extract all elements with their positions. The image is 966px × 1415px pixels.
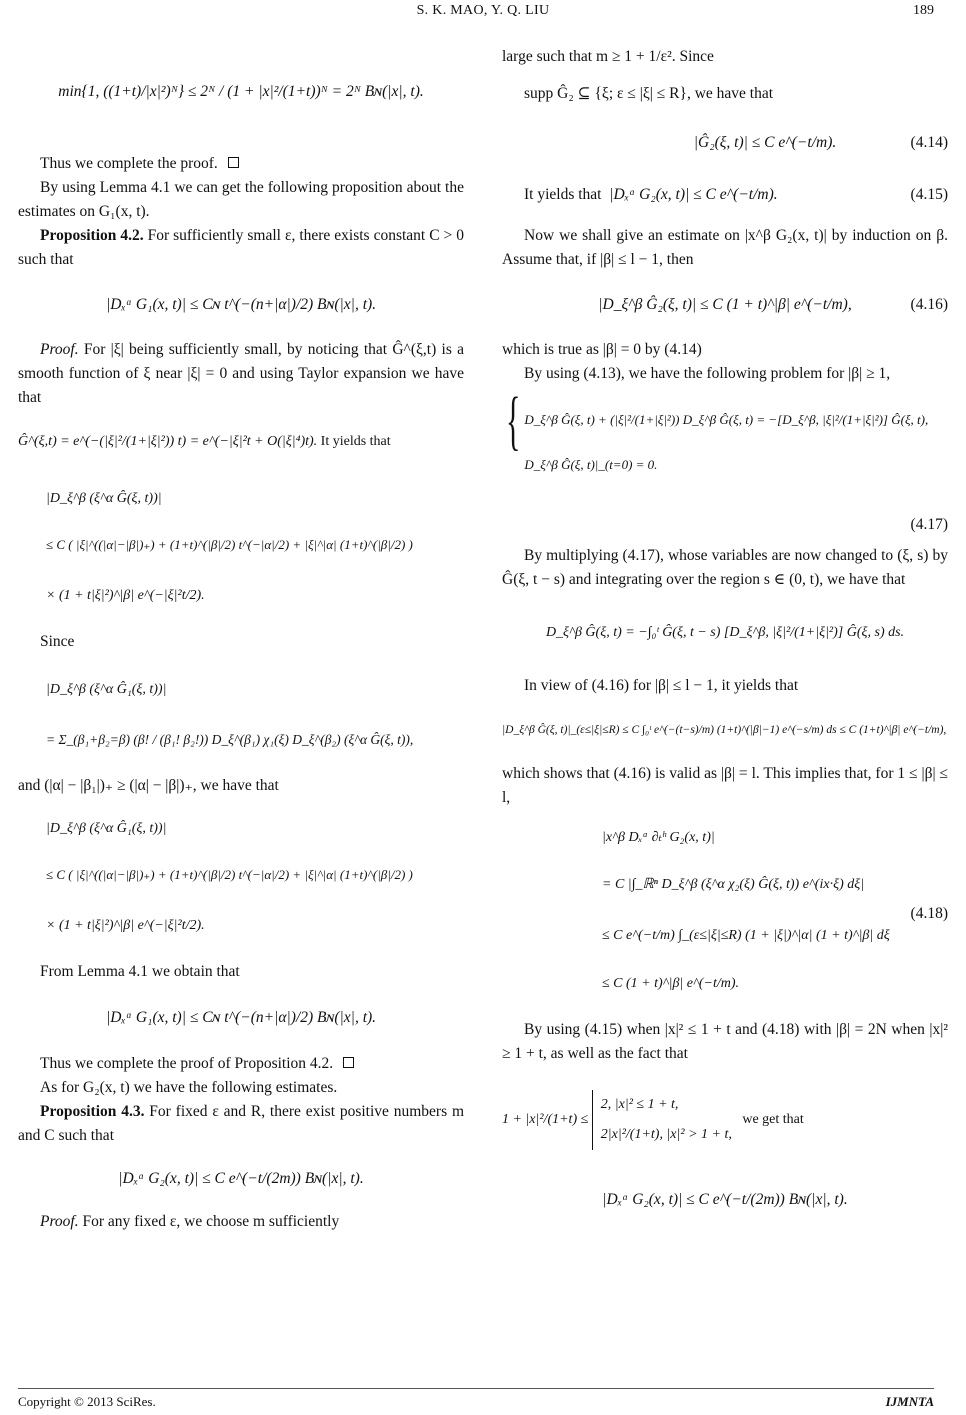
header-authors: S. K. MAO, Y. Q. LIU: [416, 3, 550, 18]
equation-number-4-18: (4.18): [910, 905, 948, 922]
equation-4-15: It yields that |Dₓᵅ G₂(x, t)| ≤ C e^(−t/m). (4.15): [502, 172, 948, 218]
equation-induction-estimate: |D_ξ^β Ĝ(ξ, t)|_(ε≤|ξ|≤R) ≤ C ∫₀ᵗ e^(−(t−s)/m) (1+t)^(|β|−1) e^(−s/m) ds ≤ C (1+t)^|β| e^(−t/m),: [502, 724, 947, 736]
equation-taylor: Ĝ^(ξ,t) = e^(−(|ξ|²/(1+|ξ|²)) t) = e^(−|ξ|²t + O(|ξ|⁴)t). It yields that: [18, 434, 391, 449]
proof-4-3-paragraph: Proof. For any fixed ε, we choose m sufficiently: [40, 1213, 340, 1230]
equation-leibniz: |D_ξ^β (ξ^α Ĝ₁(ξ, t))| = Σ_(β₁+β₂=β) (β! / (β₁! β₂!)) D_ξ^(β₁) χ₁(ξ) D_ξ^(β₂) (ξ^α Ĝ(ξ, t)),: [46, 682, 414, 747]
header-page-number: 189: [913, 3, 934, 18]
true-as-text: which is true as |β| = 0 by (4.14): [502, 341, 702, 358]
equation-4-14: |Ĝ₂(ξ, t)| ≤ C e^(−t/m). (4.14): [502, 120, 948, 166]
equation-number-4-14: (4.14): [910, 134, 948, 151]
equation-final: |Dₓᵅ G₂(x, t)| ≤ C e^(−t/(2m)) Bɴ(|x|, t).: [602, 1191, 848, 1208]
right-column: [502, 40, 948, 1232]
induction-text: Now we shall give an estimate on |x^β G₂(x, t)| by induction on β. Assume that, if |β| ≤ l − 1, then: [502, 227, 948, 268]
equation-number-4-16: (4.16): [910, 296, 948, 313]
equation-estimate-2: |D_ξ^β (ξ^α Ĝ₁(ξ, t))| ≤ C ( |ξ|^((|α|−|β|)₊) + (1+t)^(|β|/2) t^(−|α|/2) + |ξ|^|α| (1+t)^(|β|/2) ) × (1 + t|ξ|²)^|β| e^(−|ξ|²t/2).: [46, 821, 413, 933]
in-view-text: In view of (4.16) for |β| ≤ l − 1, it yields that: [524, 677, 799, 694]
proposition-4-2: Proposition 4.2. For sufficiently small ε, there exists constant C > 0 such that: [18, 227, 465, 268]
equation-prop-4-2: |Dₓᵅ G₁(x, t)| ≤ Cɴ t^(−(n+|α|)/2) Bɴ(|x|, t).: [105, 296, 377, 313]
running-header: [0, 0, 966, 22]
using-4-13-text: By using (4.13), we have the following problem for |β| ≥ 1,: [524, 365, 891, 382]
qed-square-icon: [228, 157, 239, 168]
cases-brace: 2, |x|² ≤ 1 + t, 2|x|²/(1+t), |x|² > 1 + t,: [592, 1090, 732, 1150]
equation-system-4-17: { D_ξ^β Ĝ(ξ, t) + (|ξ|²/(1+|ξ|²)) D_ξ^β Ĝ(ξ, t) = −[D_ξ^β, |ξ|²/(1+|ξ|²)] Ĝ(ξ, t), D_ξ^β Ĝ(ξ, t)|_(t=0) = 0.: [506, 384, 929, 472]
equation-4-16: |D_ξ^β Ĝ₂(ξ, t)| ≤ C (1 + t)^|β| e^(−t/m), (4.16): [502, 278, 948, 332]
large-such-that-text: large such that m ≥ 1 + 1/ε². Since: [502, 48, 714, 65]
using-4-15-text: By using (4.15) when |x|² ≤ 1 + t and (4.18) with |β| = 2N when |x|² ≥ 1 + t, as well as the fact that: [502, 1021, 948, 1062]
footer-rule: [18, 1388, 934, 1389]
paragraph-intro-prop-4-2: By using Lemma 4.1 we can get the following proposition about the estimates on G₁(x, t).: [18, 179, 464, 220]
equation-estimate-1: |D_ξ^β (ξ^α Ĝ(ξ, t))| ≤ C ( |ξ|^((|α|−|β|)₊) + (1+t)^(|β|/2) t^(−|α|/2) + |ξ|^|α| (1+t)^(|β|/2) ) × (1 + t|ξ|²)^|β| e^(−|ξ|²t/2).: [46, 491, 413, 603]
qed-text-1: Thus we complete the proof.: [18, 152, 464, 176]
equation-lemma: |Dₓᵅ G₁(x, t)| ≤ Cɴ t^(−(n+|α|)/2) Bɴ(|x|, t).: [105, 1009, 377, 1026]
qed-square-icon: [343, 1057, 354, 1068]
left-column: [18, 40, 464, 1234]
footer-copyright: Copyright © 2013 SciRes.: [18, 1394, 156, 1409]
multiplying-text: By multiplying (4.17), whose variables are now changed to (ξ, s) by Ĝ(ξ, t − s) and integrating over the region s ∈ (0, t), we have that: [502, 547, 948, 588]
equation-number-4-15: (4.15): [910, 186, 948, 203]
shows-text: which shows that (4.16) is valid as |β| = l. This implies that, for 1 ≤ |β| ≤ l,: [502, 765, 948, 806]
since-text: Since: [40, 633, 75, 650]
page-footer: [0, 1394, 966, 1414]
equation-cases: 1 + |x|²/(1+t) ≤ 2, |x|² ≤ 1 + t, 2|x|²/(1+t), |x|² > 1 + t, we get that: [502, 1072, 948, 1168]
qed-text-2: Thus we complete the proof of Proposition 4.2.: [18, 1052, 464, 1076]
proof-4-2-paragraph: Proof. For |ξ| being sufficiently small, by noticing that Ĝ^(ξ,t) is a smooth function of ξ near |ξ| = 0 and using Taylor expansion we have that: [18, 341, 464, 406]
footer-journal: IJMNTA: [885, 1394, 934, 1409]
lemma-text: From Lemma 4.1 we obtain that: [40, 963, 240, 980]
equation-min-bound: min{1, ((1+t)/|x|²)ᴺ} ≤ 2ᴺ / (1 + |x|²/(1+t))ᴺ = 2ᴺ Bɴ(|x|, t).: [58, 83, 424, 100]
and-text: and (|α| − |β₁|)₊ ≥ (|α| − |β|)₊, we have that: [18, 777, 279, 794]
support-text: supp Ĝ₂ ⊆ {ξ; ε ≤ |ξ| ≤ R}, we have that: [524, 85, 774, 102]
equation-duhamel: D_ξ^β Ĝ(ξ, t) = −∫₀ᵗ Ĝ(ξ, t − s) [D_ξ^β, |ξ|²/(1+|ξ|²)] Ĝ(ξ, s) ds.: [545, 625, 905, 640]
proposition-4-3: Proposition 4.3. For fixed ε and R, there exist positive numbers m and C such that: [18, 1103, 465, 1144]
equation-prop-4-3: |Dₓᵅ G₂(x, t)| ≤ C e^(−t/(2m)) Bɴ(|x|, t).: [118, 1170, 364, 1187]
equation-4-18: |x^β Dₓᵅ ∂ₜʰ G₂(x, t)| = C |∫_ℝⁿ D_ξ^β (ξ^α χ₂(ξ) Ĝ(ξ, t)) e^(ix·ξ) dξ| ≤ C e^(−t/m) ∫_(ε≤|ξ|≤R) (1 + |ξ|)^|α| (1 + t)^|β| dξ ≤ C (1 + t)^|β| e^(−t/m). (4.18): [602, 830, 948, 991]
as-for-text: As for G₂(x, t) we have the following estimates.: [40, 1079, 338, 1096]
equation-number-4-17: (4.17): [910, 516, 948, 533]
